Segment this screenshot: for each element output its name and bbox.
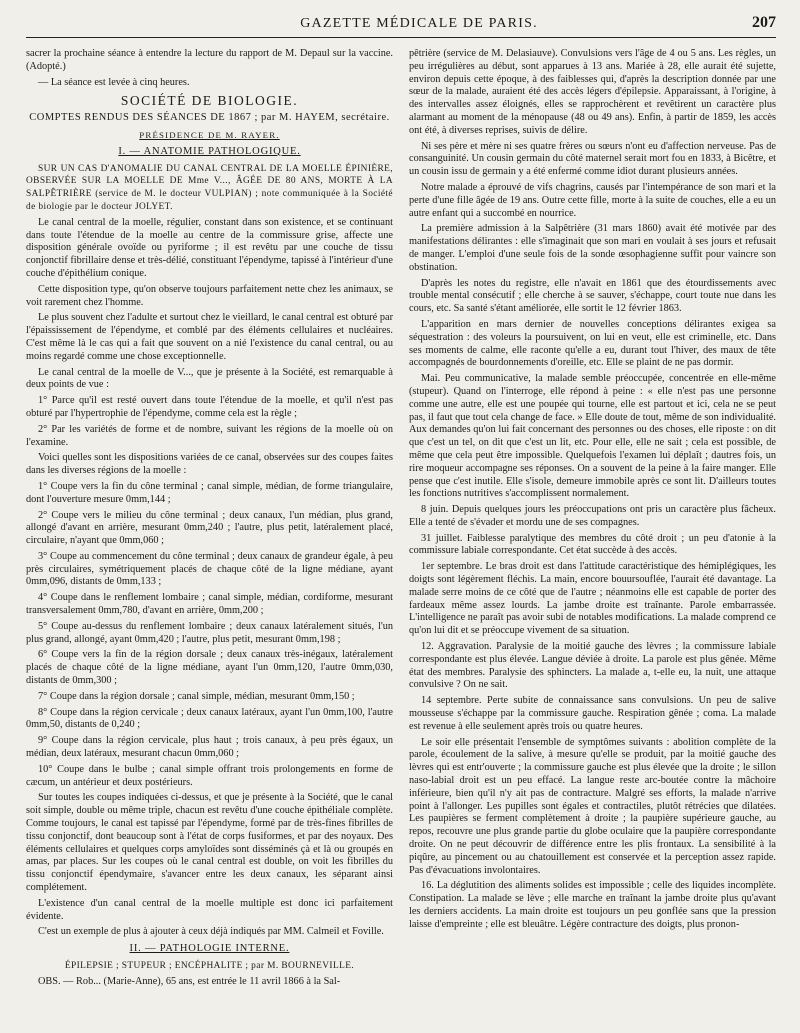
body-paragraph: Le canal central de la moelle, régulier, constant dans son existence, et se continuant dans toute l'étendue de la moelle au centre de la commissure grise, affecte une disposition générale ovoïde ou pyriforme ; il est revêtu par une couche de tissu conjonctif fibrillaire dense et très-délié, constituant l'épendyme, tapissé à l'intérieur d'une couche d'épithélium conique.	[26, 216, 393, 279]
presidency-heading: PRÉSIDENCE DE M. RAYER.	[139, 129, 280, 140]
body-paragraph: Notre malade a éprouvé de vifs chagrins, causés par l'intempérance de son mari et la perte d'une fille âgée de 19 ans. Outre cette fille, morte à la suite de couches, elle a eu un autre enfant qui a succombé en nourrice.	[409, 181, 776, 219]
journal-title: GAZETTE MÉDICALE DE PARIS.	[300, 16, 538, 31]
report-heading: COMPTES RENDUS DES SÉANCES DE 1867 ; par M. HAYEM, secrétaire.	[29, 112, 390, 124]
body-paragraph: Voici quelles sont les dispositions variées de ce canal, observées sur des coupes faites dans les diverses régions de la moelle :	[26, 452, 393, 477]
body-paragraph: C'est un exemple de plus à ajouter à ceux déjà indiqués par MM. Calmeil et Foville.	[38, 926, 384, 938]
body-paragraph: La première admission à la Salpêtrière (31 mars 1860) avait été motivée par des manifestations délirantes : elle s'imaginait que son mari en voulait à ses jours et refusait de manger. L'emploi d'une seule fois de la sonde œsophagienne suffit pour vaincre son obstination.	[409, 223, 776, 273]
body-paragraph: 1er septembre. Le bras droit est dans l'attitude caractéristique des hémiplégiques, les doigts sont légèrement fléchis. La main, encore bouursouflée, l'aurait été davantage. La malade serre moins de ce côté que de l'autre ; néanmoins elle est capable de porter des fardeaux même assez lourds. La jambe droite est traînante. Parole embarrassée. L'intelligence ne paraît pas avoir subi de notables modifications. La malade comprend ce qu'on lui dit et se préoccupe vivement de sa situation.	[409, 561, 776, 637]
body-paragraph: 16. La déglutition des aliments solides est impossible ; celle des liquides incomplète. Constipation. La malade se lève ; elle marche en traînant la jambe droite plus qu'avant les derniers accidents. La main droite est toujours un peu gonflée sans que la pression laisse d'empreinte ; elle est bleuâtre. Légère contracture des doigts, plus pronon-	[409, 880, 776, 930]
body-paragraph: 2° Par les variétés de forme et de nombre, suivant les régions de la moelle où on l'examine.	[26, 423, 393, 448]
section-heading-pathology: II. — PATHOLOGIE INTERNE.	[129, 943, 290, 955]
list-item: 10° Coupe dans le bulbe ; canal simple offrant trois prolongements en forme de cæcum, un antérieur et deux postérieurs.	[26, 763, 393, 788]
body-paragraph: Mai. Peu communicative, la malade semble préoccupée, concentrée en elle-même (stupeur). Quand on l'interroge, elle répond à peine : « elle n'est pas une personne comme une autre, elle est une poupée qui tourne, elle est partout et ici, cela ne se peut pas, il faut que tout cela change de face. » Elle doute de tout, même de son individualité. Aux demandes qu'on lui fait concernant des personnes ou des choses, elle riposte : on dit que c'est un tel, on dit que c'est un lit, etc. Pour elle, elle ne sait ; cela est possible, de même que cela peut être impossible. Quelquefois l'examen lui déplaît ; dautres fois, un rire moqueur accompagne ses réponses. On a souvent de la peine à la faire manger. Elle pense que c'est inutile. Elle s'isole, demeure immobile après ce sont lit. D'ailleurs toutes les fonctions nutritives s'accomplissent normalement.	[409, 373, 776, 500]
body-paragraph: Ni ses père et mère ni ses quatre frères ou sœurs n'ont eu d'affection nerveuse. Pas de consanguinité. Un cousin germain du côté maternel serait mort fou en 1833, à Bicêtre, et un cousin issu de germain y a été enfermé comme idiot durant plusieurs années.	[409, 140, 776, 178]
case-title: SUR UN CAS D'ANOMALIE DU CANAL CENTRAL DE LA MOELLE ÉPINIÈRE, OBSERVÉE SUR LA MOELLE DE Mme V..., ÂGÉE DE 80 ANS, MORTE À LA SALPÊTRIÈRE (service de M. le docteur VULPIAN) ; note communiquée à la Société de biologie par le docteur JOLYET.	[26, 163, 393, 212]
body-paragraph: Le plus souvent chez l'adulte et surtout chez le vieillard, le canal central est obturé par l'épaississement de l'épendyme, et comblé par des éléments cellulaires et nucléaires. C'est même là le cas qui a fait que souvent on a nié l'existence du canal central, ou au moins regardé comme une chose exceptionnelle.	[26, 312, 393, 362]
body-paragraph: Cette disposition type, qu'on observe toujours parfaitement nette chez les animaux, se voit rarement chez l'homme.	[26, 283, 393, 308]
observation-paragraph: OBS. — Rob... (Marie-Anne), 65 ans, est entrée le 11 avril 1866 à la Sal-	[38, 975, 341, 987]
body-paragraph: L'apparition en mars dernier de nouvelles conceptions délirantes exigea sa séquestration : des voleurs la poursuivent, on lui en veut, elle est criminelle, etc. Dans ses moments de calme, elle raconte qu'elle a eu, durant tout l'hiver, des maux de tête accompagnés de bourdonnements d'oreille, etc. Elle se plaint de ne pas dormir.	[409, 318, 776, 369]
body-paragraph: 1° Parce qu'il est resté ouvert dans toute l'étendue de la moelle, et qu'il n'est pas obturé par l'hypertrophie de l'épendyme, comme cela est la règle ;	[26, 395, 393, 419]
society-title: SOCIÉTÉ DE BIOLOGIE.	[120, 93, 299, 109]
intro-paragraph: sacrer la prochaine séance à entendre la lecture du rapport de M. Depaul sur la vaccine. (Adopté.)	[26, 48, 393, 72]
body-paragraph: 31 juillet. Faiblesse paralytique des membres du côté droit ; un peu d'atonie à la commissure labiale correspondante. Cet état succède à des accès.	[409, 532, 776, 557]
page-number: 207	[752, 14, 776, 31]
list-item: 1° Coupe vers la fin du cône terminal ; canal simple, médian, de forme triangulaire, dont l'ouverture mesure 0mm,144 ;	[26, 480, 393, 505]
list-item: 4° Coupe dans le renflement lombaire ; canal simple, médian, cordiforme, mesurant transversalement 0mm,780, d'avant en arrière, 0mm,200 ;	[26, 592, 393, 617]
list-item: 6° Coupe vers la fin de la région dorsale ; deux canaux très-inégaux, latéralement placés de chaque côté de la ligne médiane, ayant l'un 0mm,120, l'autre 0mm,030, distants de 0mm,300 ;	[26, 649, 393, 687]
list-item: 7° Coupe dans la région dorsale ; canal simple, médian, mesurant 0mm,150 ;	[38, 690, 355, 702]
body-paragraph: L'existence d'un canal central de la moelle multiple est donc ici parfaitement évidente.	[26, 897, 393, 922]
list-item: 2° Coupe vers le milieu du cône terminal ; deux canaux, l'un médian, plus grand, allongé d'avant en arrière, mesurant 0mm,240 ; l'autre, plus petit, latéralement placé, circulaire, n'ayant que 0mm,060 ;	[26, 509, 393, 547]
body-paragraph: 12. Aggravation. Paralysie de la moitié gauche des lèvres ; la commissure labiale correspondante est plus élevée. Langue déviée à droite. La parole est plus gênée. Même état des membres. Paralysie des sphincters. La malade a, t-elle eu, la nuit, une attaque convulsive ? On ne sait.	[409, 641, 776, 691]
body-paragraph: 8 juin. Depuis quelques jours les préoccupations ont pris un caractère plus fâcheux. Elle a tenté de s'évader et mordu une de ses compagnes.	[409, 504, 776, 528]
list-item: 8° Coupe dans la région cervicale ; deux canaux latéraux, ayant l'un 0mm,100, l'autre 0mm,50, distants de 0,240 ;	[26, 706, 393, 731]
body-paragraph: Sur toutes les coupes indiquées ci-dessus, et que je présente à la Société, que le canal soit simple, double ou même triple, chacun est revêtu d'une couche épithéliale complète. Comme toujours, le canal est tapissé par l'épendyme, formé par de très-fines fibrilles de tissu conjonctif, dont beaucoup sont à l'état de corps fusiformes, et par des noyaux. Des éléments cellulaires et quelques corps amyloïdes sont disséminés çà et là ou groupés en amas, par places. Sur les coupes où le canal central est double, on voit les fibrilles du tissu conjonctif épendymaire, s'avancer entre les deux canaux, les séparant ainsi complétement.	[26, 792, 393, 894]
body-paragraph: 14 septembre. Perte subite de connaissance sans convulsions. Un peu de salive mousseuse s'échappe par la commissure gauche. Respiration gênée ; coma. La malade est revenue à elle seulement après trois ou quatre heures.	[409, 695, 776, 732]
left-column	[26, 48, 393, 992]
body-paragraph: Le soir elle présentait l'ensemble de symptômes suivants : abolition complète de la parole, écoulement de la salive, à mesure qu'elle se produit, par la moitié gauche des lèvres qui est entr'ouverte ; la commissure gauche est plus élevée que la droite ; le sillon naso-labial droit est un peu effacé. La langue reste arc-boutée contre la mâchoire inférieure, bien qu'il n'y ait pas de contracture. Malgré ses efforts, la malade n'arrive point à l'allonger. Les pupilles sont égales et contractiles, plutôt rétrécies que dilatées. Les paupières se ferment complètement à droite ; la paupière supérieure gauche, au repos, recouvre une plus grande partie du globe oculaire que la paupière correspondante droite. On ne peut découvrir de différence entre les plis frontaux. La sensibilité à la piqûre, au pincement ou au chatouillement est conservée et la perception assez rapide. Pas d'évacuations involontaires.	[409, 736, 776, 876]
list-item: 5° Coupe au-dessus du renflement lombaire ; deux canaux latéralement situés, l'un plus grand, allongé, ayant 0mm,420 ; l'autre, plus petit, mesurant 0mm,198 ;	[26, 620, 393, 645]
intro-paragraph: — La séance est levée à cinq heures.	[38, 76, 190, 88]
list-item: 9° Coupe dans la région cervicale, plus haut ; trois canaux, à peu près égaux, un médian, deux latéraux, mesurant chacun 0mm,060 ;	[26, 735, 393, 760]
section-heading-anatomy: I. — ANATOMIE PATHOLOGIQUE.	[118, 145, 301, 157]
running-header	[26, 14, 776, 38]
section-subheading: ÉPILEPSIE ; STUPEUR ; ENCÉPHALITE ; par M. BOURNEVILLE.	[64, 961, 355, 971]
body-paragraph: pêtrière (service de M. Delasiauve). Convulsions vers l'âge de 4 ou 5 ans. Les règles, un peu irrégulières au début, sont apparues à 13 ans. Mariée à 28, elle aurait été sujette, environ depuis cette époque, à des faiblesses qui, d'après la description donnée par une sœur de la malade, auraient été des accès légers d'épilepsie. Apparaissant, à l'origine, à des intervalles assez éloignés, elles se rapprochèrent et revêtirent un caractère plus alarmant au moment de la ménopause (48 ou 49 ans). Enfin, à partir de 1859, les accès ont été, à diverses reprises, suivis de délire.	[409, 48, 776, 136]
right-column	[409, 48, 776, 992]
body-paragraph: Le canal central de la moelle de V..., que je présente à la Société, est remarquable à deux points de vue :	[26, 366, 393, 391]
list-item: 3° Coupe au commencement du cône terminal ; deux canaux de grandeur égale, à peu près circulaires, symétriquement placés de chaque côté de la ligne médiane, ayant 0mm,096, distants de 0mm,133 ;	[26, 550, 393, 588]
body-paragraph: D'après les notes du registre, elle n'avait en 1861 que des étourdissements avec trouble mental consécutif ; elle cherche à se sauver, s'échappe, court toute nue dans les cours, etc. Sa santé s'étant améliorée, elle sortit le 12 février 1863.	[409, 277, 776, 315]
